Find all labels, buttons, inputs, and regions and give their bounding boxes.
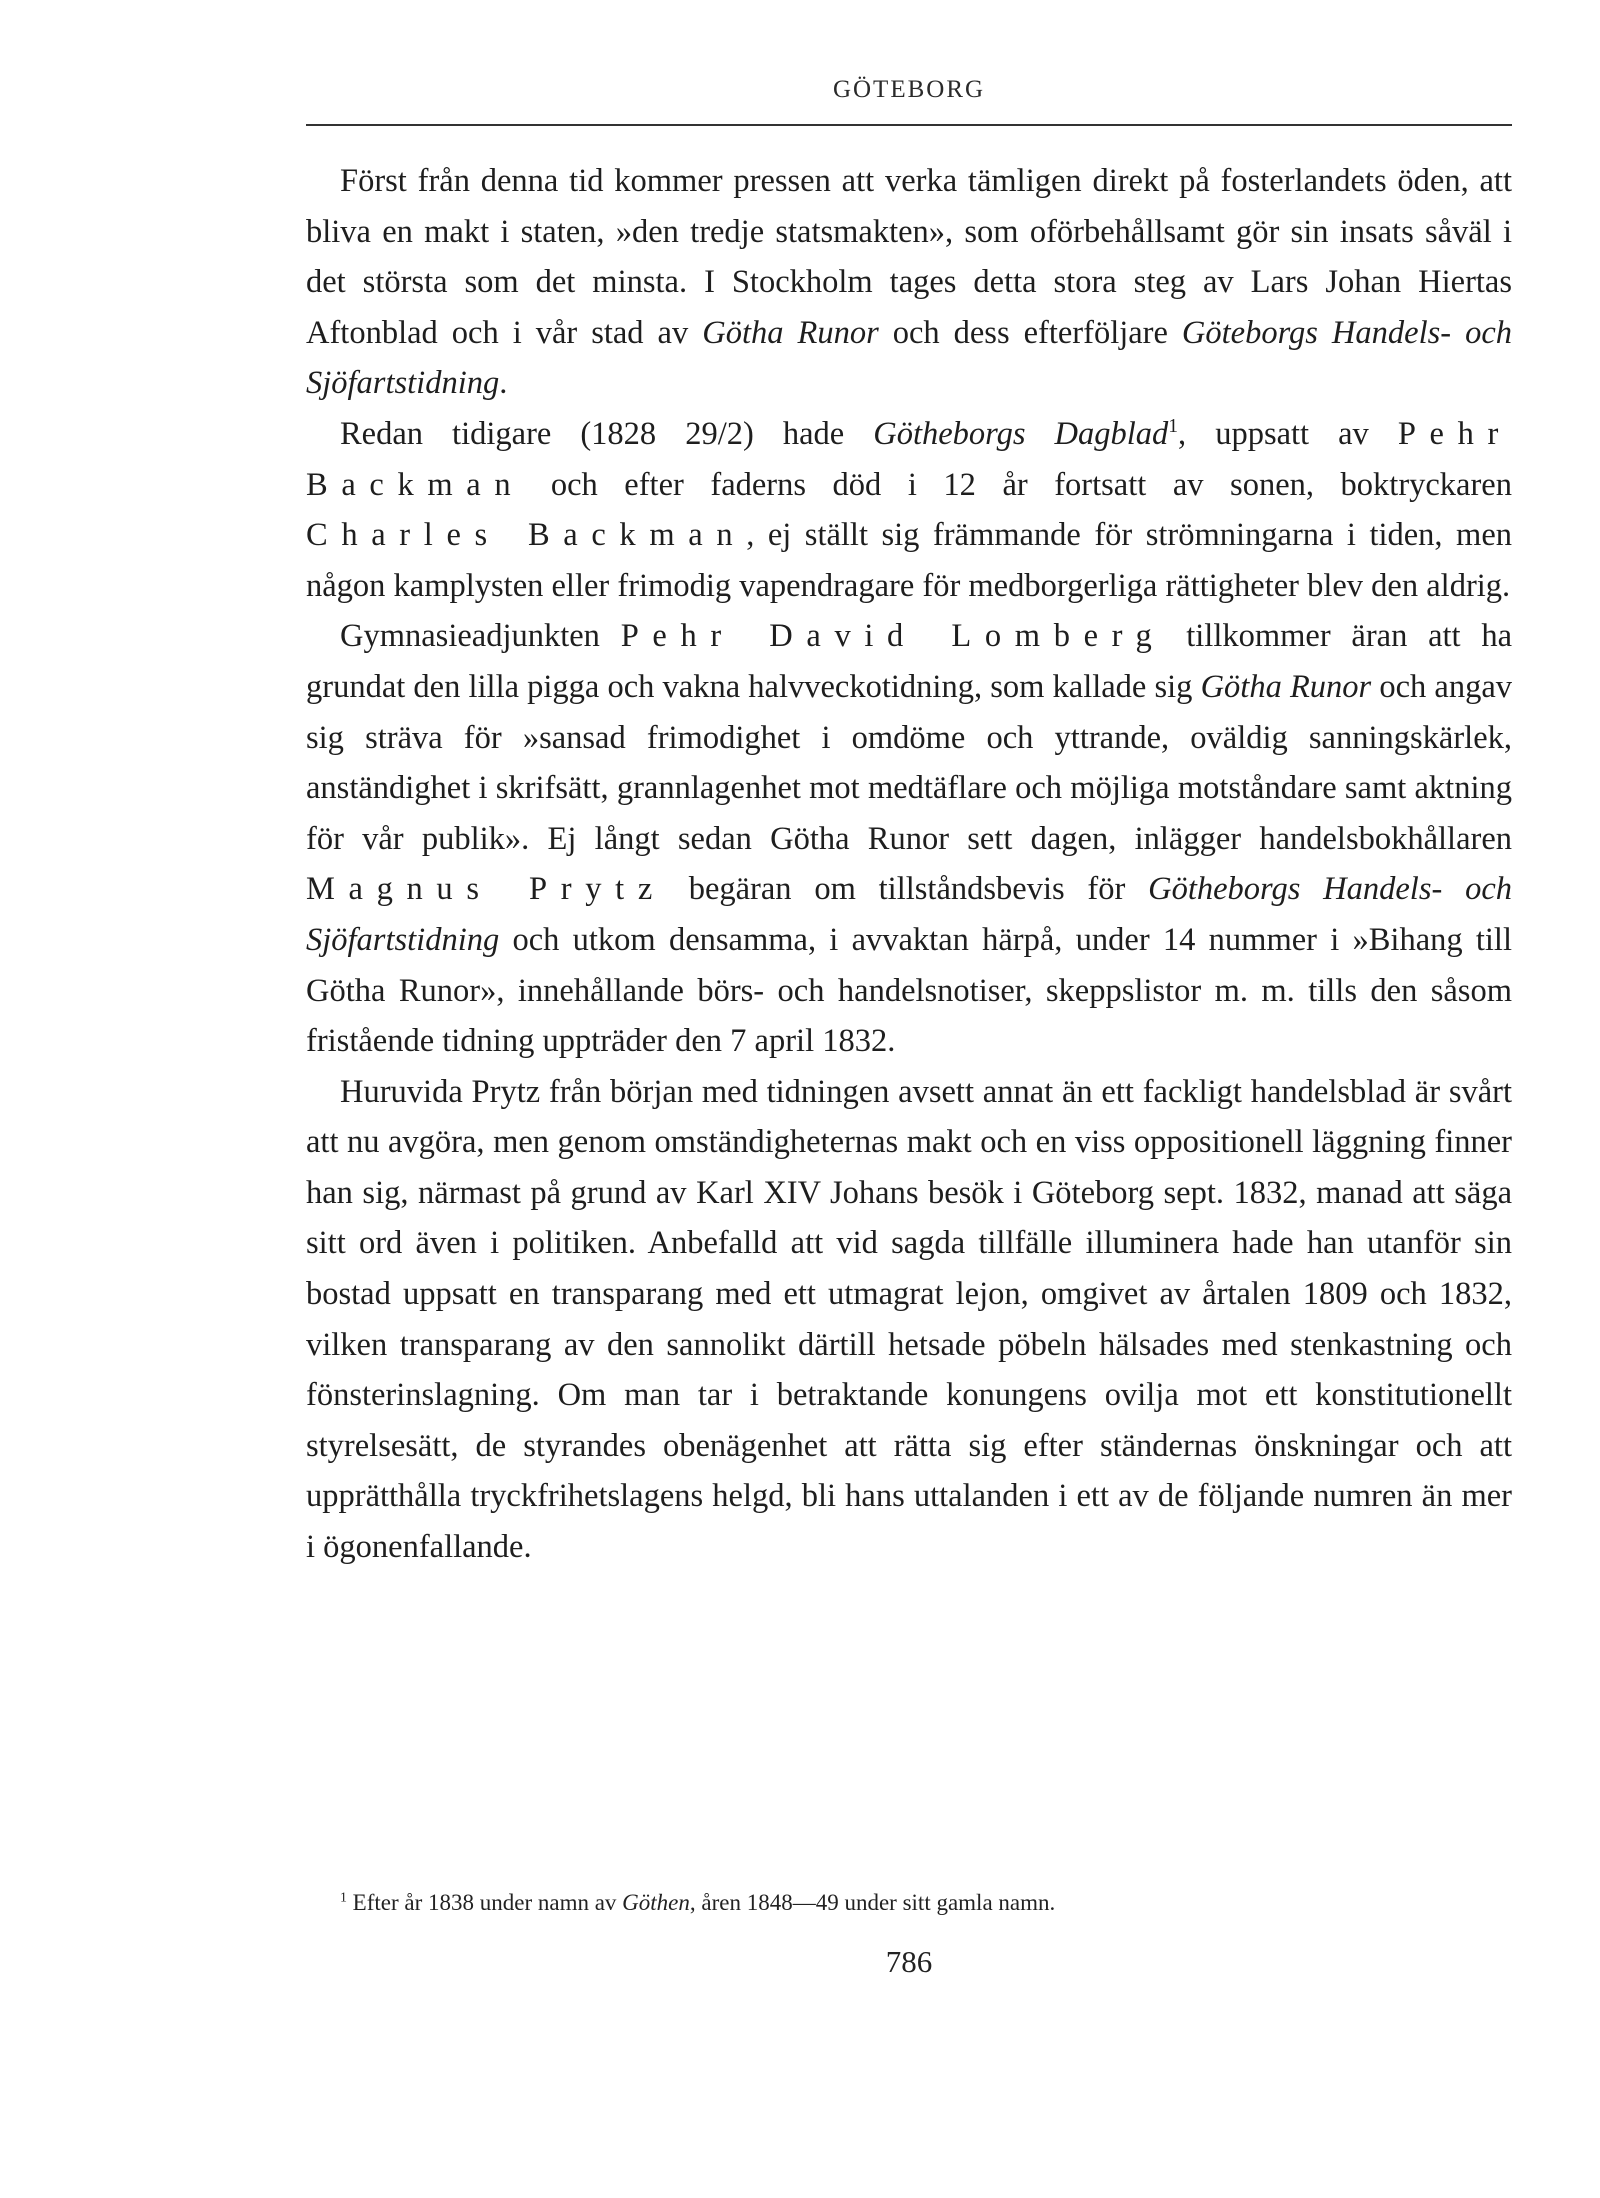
text-run: , ej ställt sig främmande för strömningarna i tiden, men någon kamplysten eller frimodig vapendragare för medborgerliga rättigheter blev den aldrig.: [306, 517, 1512, 604]
paragraph-1: [306, 156, 1512, 409]
italic-title: Götha Runor: [702, 314, 879, 351]
paragraph-3: [306, 611, 1512, 1066]
text-run: Redan tidigare (1828 29/2) hade: [340, 415, 874, 452]
italic-title: Götheborgs Handels- och Sjöfartstidning: [306, 871, 1512, 958]
spaced-name: Charles Backman: [306, 517, 747, 554]
page-number: 786: [885, 1944, 933, 1979]
text-run: tillkommer äran att ha grundat den lilla pigga och vakna halvveckotidning, som kallade sig: [306, 618, 1513, 705]
text-run: Efter år 1838 under namn av: [346, 1890, 623, 1915]
spaced-name: Magnus Prytz: [306, 871, 666, 908]
text-run: , åren 1848—49 under sitt gamla namn.: [689, 1890, 1056, 1915]
spaced-name: Pehr David Lomberg: [620, 618, 1166, 655]
header-rule: [306, 124, 1512, 126]
italic-title: Göthen: [622, 1890, 690, 1915]
text-run: Först från denna tid kommer pressen att verka tämligen direkt på fosterlandets öden, att bliva en makt i staten, »den tredje statsmakten», som oförbehållsamt gör sin insats såväl i det största som det minsta. I Stockholm tages detta stora steg av Lars Johan Hiertas Aftonblad och i vår stad av: [306, 163, 1512, 351]
text-run: Huruvida Prytz från början med tidningen avsett annat än ett fackligt handelsblad är svårt att nu avgöra, men genom omständigheternas makt och en viss oppositionell läggning finner han sig, närmast på grund av Karl XIV Johans besök i Göteborg sept. 1832, manad att säga sitt ord även i politiken. Anbefalld att vid sagda tillfälle illuminera hade han utanför sin bostad uppsatt en transparang med ett utmagrat lejon, omgivet av årtalen 1809 och 1832, vilken transparang av den sannolikt därtill hetsade pöbeln hälsades med stenkastning och fönsterinslagning. Om man tar i betraktande konungens ovilja mot ett konstitutionellt styrelsesätt, de styrandes obenägenhet att rätta sig efter ständernas önskningar och att upprätthålla tryckfrihetslagens helgd, bli hans uttalanden i ett av de följande numren än mer i ögonenfallande.: [306, 1073, 1512, 1566]
text-run: begäran om tillståndsbevis för: [665, 871, 1149, 908]
italic-title: Götha Runor: [1200, 668, 1372, 705]
book-page: [306, 0, 1512, 2198]
text-run: och utkom densamma, i avvaktan härpå, under 14 nummer i »Bihang till Götha Runor», innehållande börs- och handelsnotiser, skeppslistor m. m. tills den såsom fristående tidning uppträder den 7 april 1832.: [306, 921, 1512, 1060]
text-run: Gymnasieadjunkten: [340, 618, 621, 655]
spaced-name: Pehr Backman: [306, 415, 1512, 503]
running-head: GÖTEBORG: [832, 76, 986, 103]
footnote-marker: 1: [340, 1889, 347, 1905]
footnote: [340, 1888, 1512, 1918]
footnote-ref: 1: [1168, 416, 1179, 438]
text-run: och angav sig sträva för »sansad frimodighet i omdöme och yttrande, oväldig sanningskärlek, anständighet i skrifsätt, grannlagenhet mot medtäflare och möjliga motståndare samt aktning för vår publik». Ej långt sedan Götha Runor sett dagen, inlägger handelsbokhållaren: [306, 668, 1513, 857]
paragraph-4: [306, 1067, 1512, 1573]
italic-title: Götheborgs Dagblad: [873, 415, 1169, 452]
text-run: , uppsatt av: [1178, 415, 1398, 452]
text-run: och efter faderns död i 12 år fortsatt av sonen, boktryckaren: [524, 466, 1512, 503]
paragraph-2: [306, 409, 1512, 611]
body-text: [306, 156, 1512, 1573]
italic-title: Göteborgs Handels- och Sjöfartstidning: [306, 314, 1512, 402]
text-run: .: [499, 365, 508, 402]
text-run: och dess efterföljare: [878, 314, 1182, 351]
